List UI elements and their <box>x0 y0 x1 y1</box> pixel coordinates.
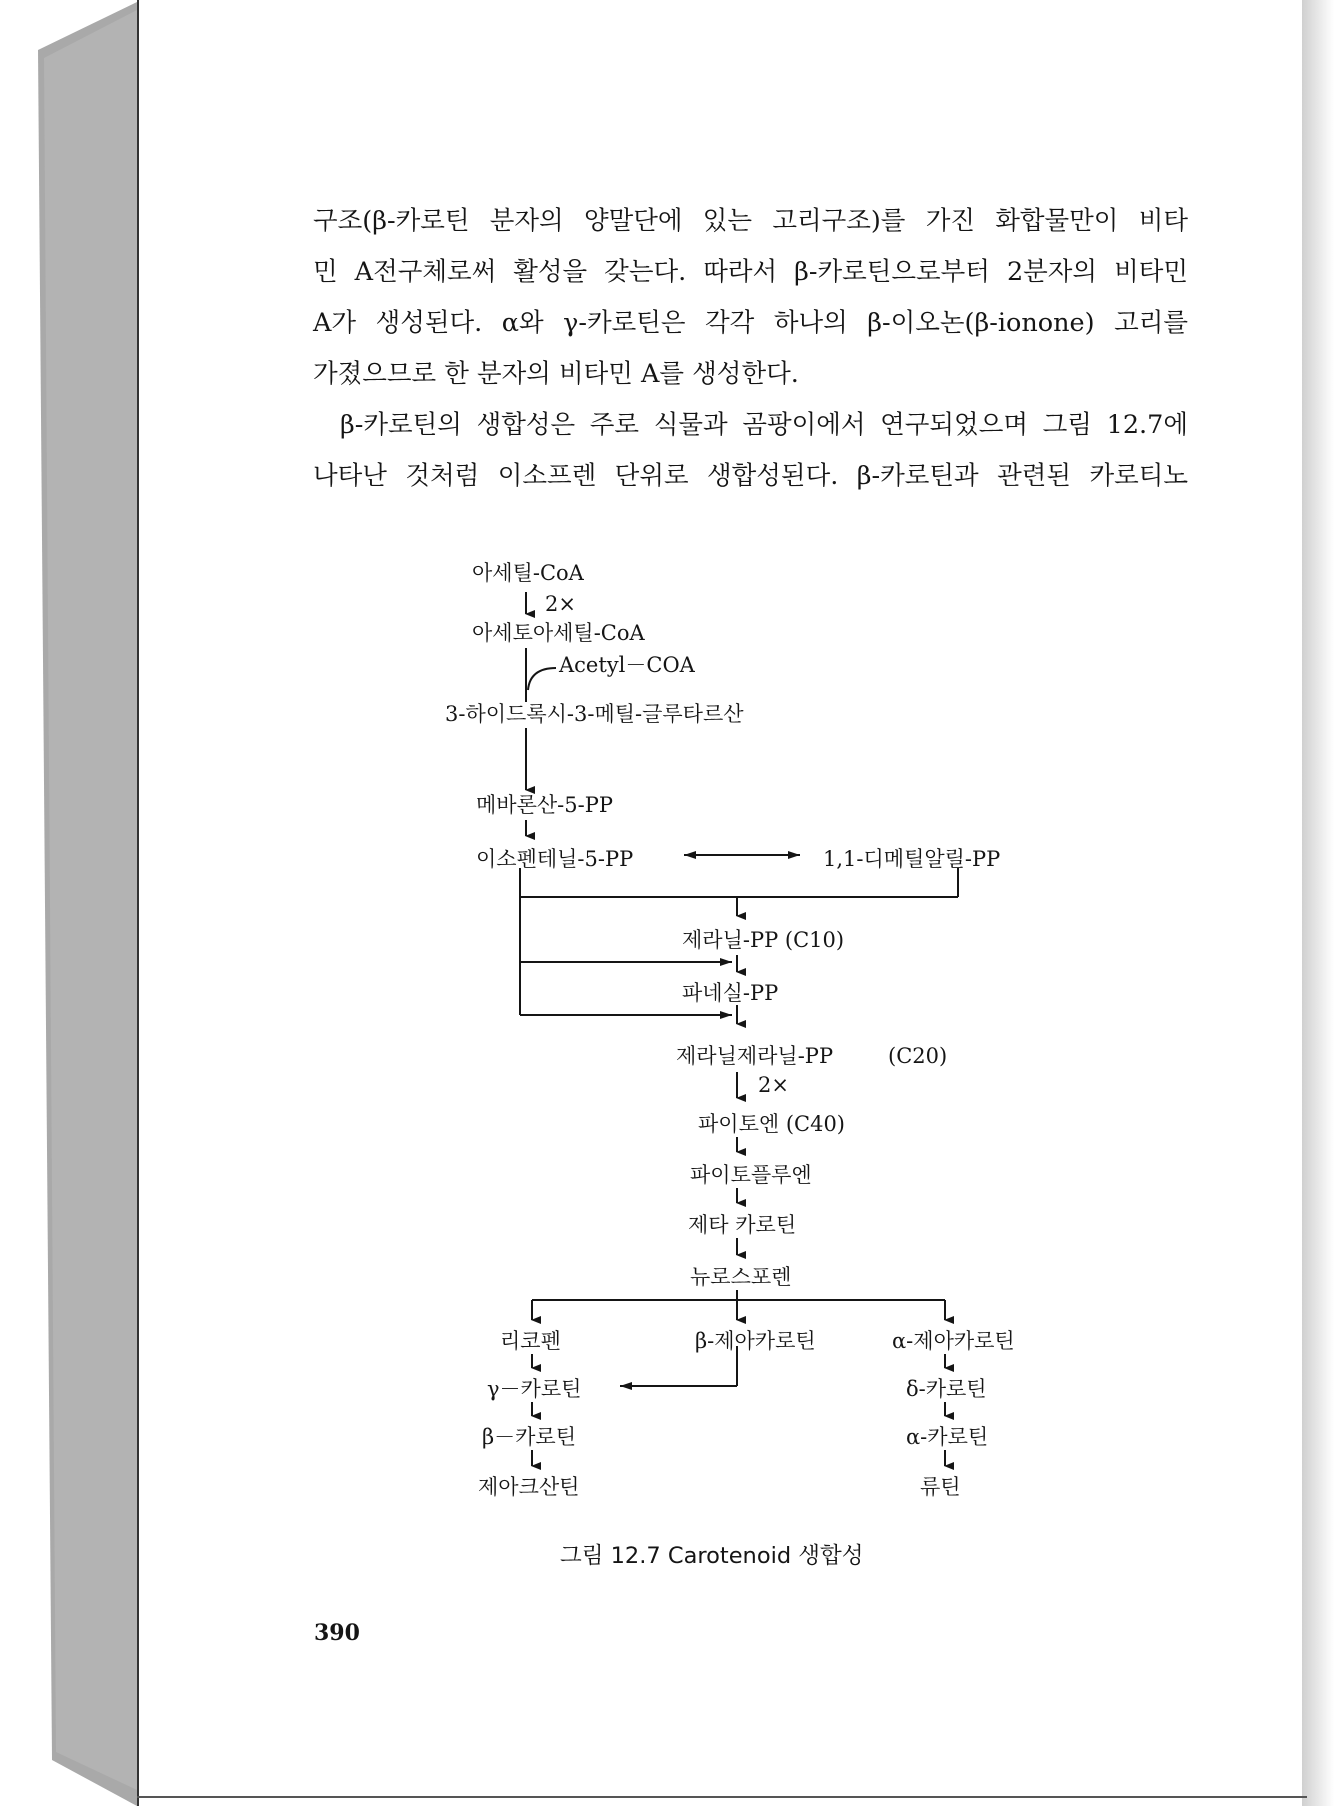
node-geranyl-pp: 제라닐-PP (C10) <box>682 928 845 952</box>
text-line: A가 생성된다. α와 γ-카로틴은 각각 하나의 β-이오논(β-ionone) 고리를 <box>313 308 1188 338</box>
node-lutein: 류틴 <box>920 1475 961 1499</box>
node-beta-carotene: β－카로틴 <box>482 1425 576 1449</box>
acetyl-input-curve <box>528 668 556 690</box>
node-acetyl-coa: 아세틸-CoA <box>472 561 584 585</box>
text-line: 나타난 것처럼 이소프렌 단위로 생합성된다. β-카로틴과 관련된 카로티노 <box>313 461 1188 491</box>
node-zeaxanthin: 제아크산틴 <box>478 1475 580 1499</box>
node-phytoene: 파이토엔 (C40) <box>698 1112 845 1136</box>
text-line: β-카로틴의 생합성은 주로 식물과 곰팡이에서 연구되었으며 그림 12.7에 <box>340 410 1188 440</box>
node-geranylgeranyl-pp: 제라닐제라닐-PP <box>676 1044 834 1068</box>
node-isopentenyl-pp: 이소펜테닐-5-PP <box>476 847 634 871</box>
node-farnesyl-pp: 파네실-PP <box>682 981 779 1005</box>
node-phytofluene: 파이토플루엔 <box>690 1163 812 1187</box>
node-acetyl-coa-input: Acetyl－COA <box>559 653 695 677</box>
text-line: 가졌으므로 한 분자의 비타민 A를 생성한다. <box>313 359 799 389</box>
node-mevalonic-acid: 메바론산-5-PP <box>476 793 613 817</box>
label-2x: 2× <box>758 1073 789 1097</box>
label-2x: 2× <box>545 592 576 616</box>
text-line: 민 A전구체로써 활성을 갖는다. 따라서 β-카로틴으로부터 2분자의 비타민 <box>313 257 1188 287</box>
node-gamma-carotene: γ－카로틴 <box>487 1377 582 1401</box>
figure-caption: 그림 12.7 Carotenoid 생합성 <box>560 1543 864 1569</box>
text-line: 구조(β-카로틴 분자의 양말단에 있는 고리구조)를 가진 화합물만이 비타 <box>313 206 1188 236</box>
node-dimethylallyl-pp: 1,1-디메틸알릴-PP <box>823 847 1001 871</box>
node-beta-zeacarotene: β-제아카로틴 <box>695 1329 816 1353</box>
node-acetoacetyl-coa: 아세토아세틸-CoA <box>472 621 645 645</box>
node-delta-carotene: δ-카로틴 <box>906 1377 987 1401</box>
node-alpha-carotene: α-카로틴 <box>906 1425 989 1449</box>
node-neurosporene: 뉴로스포렌 <box>690 1265 792 1289</box>
label-c20: (C20) <box>888 1044 948 1068</box>
page-number: 390 <box>314 1620 360 1646</box>
node-zeta-carotene: 제타 카로틴 <box>688 1213 797 1237</box>
node-alpha-zeacarotene: α-제아카로틴 <box>892 1329 1015 1353</box>
node-hmg: 3-하이드록시-3-메틸-글루타르산 <box>445 702 744 726</box>
node-lycopene: 리코펜 <box>500 1329 561 1353</box>
